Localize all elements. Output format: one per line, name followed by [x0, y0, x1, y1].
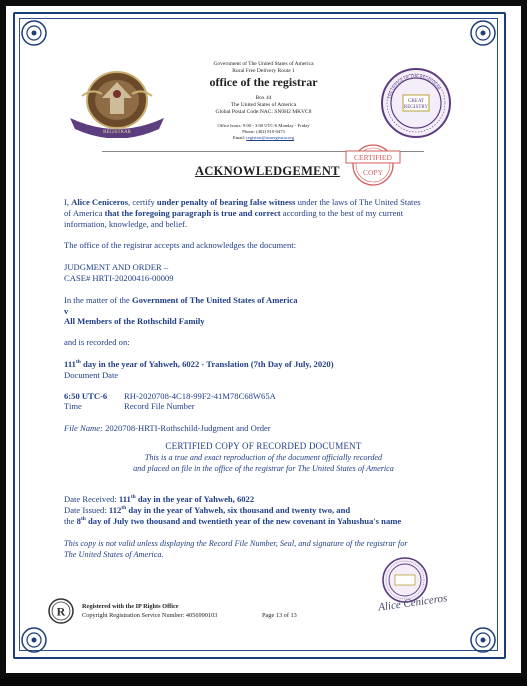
issued-label: Date Issued: — [64, 505, 109, 515]
stamp-line-2: COPY — [362, 168, 384, 177]
issued-line2-sup: th — [80, 516, 86, 523]
great-registry-seal — [380, 67, 452, 139]
header-hours: Office hours: 9:00 - 3:00 UTC-6 Monday - Friday — [217, 123, 310, 128]
seal-right-band-text: THE OFFICE OF THE REGISTRAR — [386, 72, 442, 100]
issued-line2-rest: day of July two thousand and twentieth year of the new covenant in Yahushua's name — [85, 516, 402, 526]
document-title: ACKNOWLEDGEMENT — [195, 164, 340, 178]
case-number: CASE# HRTI-20200416-00009 — [64, 273, 174, 283]
party-2: All Members of the Rothschild Family — [64, 316, 205, 326]
seal-right-center-text-1: GREAT — [407, 99, 425, 104]
certified-copy-heading: CERTIFIED COPY OF RECORDED DOCUMENT — [165, 441, 362, 451]
header-postal: Global Postal Code:NAC: SN0H2 MKVC8 — [215, 109, 312, 115]
header-email-link[interactable]: registrar@usaregistrar.org — [246, 135, 295, 140]
certify-prefix: I, — [64, 197, 72, 207]
validity-line-1: This copy is not valid unless displaying the Record File Number, Seal, and signature of the registrar for — [64, 539, 408, 548]
certifier-name: Alice Ceniceros — [71, 197, 129, 207]
document-date-label: Document Date — [64, 370, 119, 380]
registrar-signature: Alice Ceniceros — [377, 592, 449, 614]
header-email-label: Email: — [232, 135, 246, 140]
date-issued — [64, 505, 350, 515]
versus: v — [64, 306, 69, 316]
received-rest: day in the year of Yahweh, 6022 — [135, 494, 255, 504]
received-sup: th — [130, 494, 136, 501]
certified-copy-stamp — [342, 142, 406, 188]
ip-rights-logo — [48, 598, 74, 624]
issued-line2-day: 8 — [76, 516, 81, 526]
matter-prefix: In the matter of the — [64, 295, 133, 305]
certify-bold-1: under penalty of bearing false witness — [156, 197, 296, 207]
header-government: Government of The United States of America — [213, 61, 314, 67]
footer-copyright: Copyright Registration Service Number: 4056990103 — [82, 612, 218, 619]
time-value: 6:50 UTC-6 — [64, 391, 108, 401]
date-issued-line-2 — [64, 516, 401, 526]
document-date-value — [64, 359, 334, 369]
received-day: 111 — [118, 494, 131, 504]
corner-ornament-top-right — [465, 15, 501, 51]
file-name-value: 2020708-HRTI-Rothschild-Judgment and Order — [105, 423, 271, 433]
certify-line-2 — [64, 208, 403, 218]
date-sup: th — [75, 359, 81, 366]
certify-line-1 — [64, 197, 421, 207]
issued-line2-prefix: the — [64, 516, 77, 526]
received-label: Date Received: — [64, 494, 119, 504]
certify-line2b: according to the best of my current — [280, 208, 404, 218]
stamp-line-1: CERTIFIED — [354, 153, 392, 162]
certified-copy-line-2: and placed on file in the office of the registrar for The United States of America — [133, 464, 394, 473]
corner-ornament-top-left — [16, 15, 52, 51]
corner-ornament-bottom-right — [465, 622, 501, 658]
matter-line — [64, 295, 298, 305]
time-label: Time — [64, 401, 82, 411]
judgment-title: JUDGMENT AND ORDER – — [64, 262, 169, 272]
issued-sup: th — [121, 505, 127, 512]
date-received — [64, 494, 254, 504]
ip-logo-letter: R — [56, 604, 66, 619]
recorded-on-text: and is recorded on: — [64, 337, 130, 347]
header-email-line — [170, 135, 357, 140]
registrar-emblem-seal — [62, 68, 172, 138]
issued-rest: day in the year of Yahweh, six thousand and twenty two, and — [126, 505, 351, 515]
seal-left-band-text: REGISTRAR — [103, 130, 131, 135]
certify-text-2: under the laws of The United States — [295, 197, 421, 207]
record-file-number-value: RH-2020708-4C18-99F2-41M78C68W65A — [124, 391, 276, 401]
file-name-label: File Name: — [64, 423, 103, 433]
party-1: Government of The United States of America — [132, 295, 298, 305]
validity-line-2: The United States of America. — [64, 550, 164, 559]
issued-day: 112 — [108, 505, 122, 515]
seal-right-center-text-2: REGISTRY — [403, 105, 429, 110]
file-name-line — [64, 423, 271, 433]
footer-page-number: Page 13 of 13 — [262, 612, 297, 619]
accepts-text: The office of the registrar accepts and acknowledges the document: — [64, 240, 297, 250]
footer-registered: Registered with the IP Rights Office — [82, 603, 179, 610]
date-day: 111 — [64, 359, 76, 369]
record-file-number-label: Record File Number — [124, 401, 195, 411]
date-rest: day in the year of Yahweh, 6022 - Translation (7th Day of July, 2020) — [80, 359, 334, 369]
bottom-shadow-strip — [0, 677, 527, 686]
certify-line2a: of America — [64, 208, 105, 218]
certify-line-3: information, knowledge, and belief. — [64, 219, 188, 229]
header-office-title: office of the registrar — [209, 75, 318, 89]
header-phone: Phone: (402) 810-0473 — [242, 129, 285, 134]
certified-copy-line-1: This is a true and exact reproduction of the document officially recorded — [144, 453, 383, 462]
header-country: The United States of America — [230, 102, 297, 108]
certify-bold-2: that the foregoing paragraph is true and correct — [104, 208, 281, 218]
certify-text-1: , certify — [128, 197, 157, 207]
header-box: Box 44 — [255, 95, 272, 101]
corner-ornament-bottom-left — [16, 622, 52, 658]
header-delivery: Rural Free Delivery Route 1 — [232, 68, 295, 74]
